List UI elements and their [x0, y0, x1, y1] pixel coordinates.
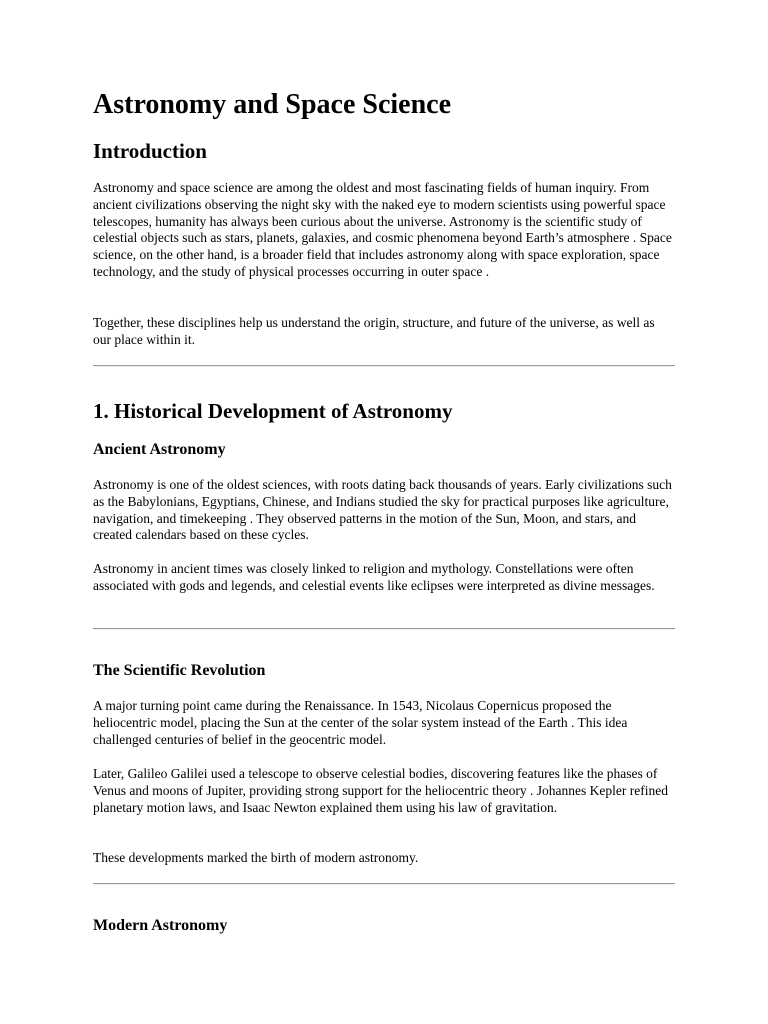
section-divider: [93, 365, 675, 367]
section-divider: [93, 883, 675, 885]
document-title: Astronomy and Space Science: [93, 89, 452, 120]
ancient-astronomy-paragraph-1: Astronomy is one of the oldest sciences, with roots dating back thousands of years. Early civilizations such as the Babylonians, Egyptians, Chinese, and Indians studied the sky for practical purposes like agriculture, navigation, and timekeeping . They observed patterns in the motion of the Sun, Moon, and stars, and created calendars based on these cycles.: [93, 477, 672, 543]
scientific-revolution-paragraph-1: A major turning point came during the Renaissance. In 1543, Nicolaus Copernicus proposed the heliocentric model, placing the Sun at the center of the solar system instead of the Earth . This idea challenged centuries of belief in the geocentric model.: [93, 698, 628, 747]
modern-astronomy-heading: Modern Astronomy: [93, 917, 228, 934]
scientific-revolution-heading: The Scientific Revolution: [93, 662, 266, 679]
introduction-paragraph-2: Together, these disciplines help us understand the origin, structure, and future of the universe, as well as our place within it.: [93, 315, 655, 347]
scientific-revolution-paragraph-3: These developments marked the birth of modern astronomy.: [93, 850, 419, 865]
section-1-heading: 1. Historical Development of Astronomy: [93, 399, 453, 423]
ancient-astronomy-paragraph-2: Astronomy in ancient times was closely linked to religion and mythology. Constellations were often associated with gods and legends, and celestial events like eclipses were interpreted as divine messages.: [93, 561, 655, 593]
ancient-astronomy-heading: Ancient Astronomy: [93, 441, 226, 458]
scientific-revolution-paragraph-2: Later, Galileo Galilei used a telescope to observe celestial bodies, discovering features like the phases of Venus and moons of Jupiter, providing strong support for the heliocentric theory . Johannes Kepler refined planetary motion laws, and Isaac Newton explained them using his law of gravitation.: [93, 766, 668, 815]
section-divider: [93, 628, 675, 630]
introduction-heading: Introduction: [93, 139, 207, 163]
introduction-paragraph-1: Astronomy and space science are among the oldest and most fascinating fields of human inquiry. From ancient civilizations observing the night sky with the naked eye to modern scientists using powerful space telescopes, humanity has always been curious about the universe. Astronomy is the scientific study of celestial objects such as stars, planets, galaxies, and cosmic phenomena beyond Earth’s atmosphere . Space science, on the other hand, is a broader field that includes astronomy along with space exploration, space technology, and the study of physical processes occurring in outer space .: [93, 180, 672, 279]
